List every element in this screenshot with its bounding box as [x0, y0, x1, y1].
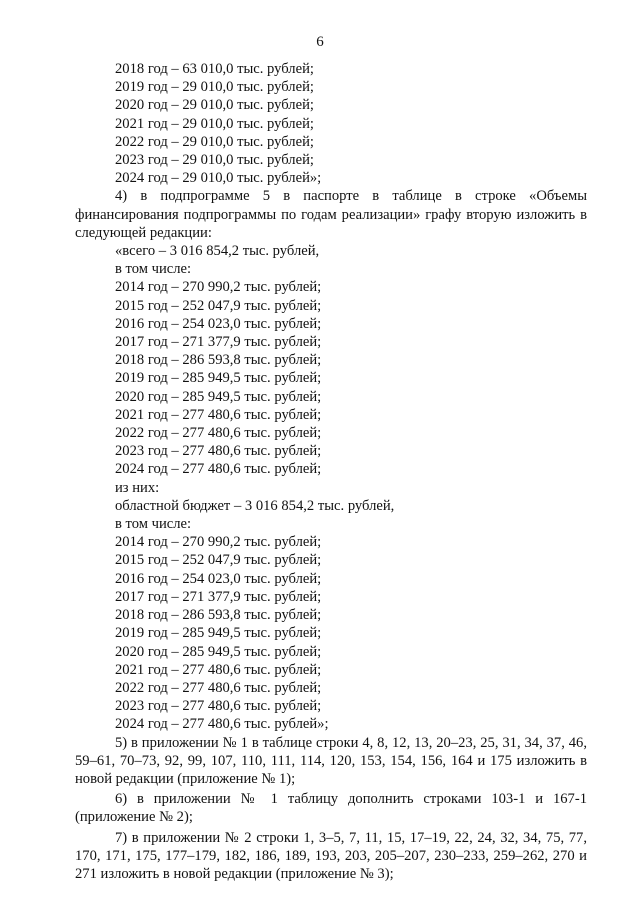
total-line: «всего – 3 016 854,2 тыс. рублей,: [115, 243, 320, 260]
funding-year-line: 2015 год – 252 047,9 тыс. рублей;: [115, 552, 322, 569]
funding-year-line: 2023 год – 29 010,0 тыс. рублей;: [115, 152, 314, 169]
funding-year-line: 2020 год – 285 949,5 тыс. рублей;: [115, 388, 322, 405]
funding-year-line: 2017 год – 271 377,9 тыс. рублей;: [115, 334, 322, 351]
funding-years-list-3: [75, 533, 587, 733]
document-body: [75, 60, 587, 883]
funding-years-list-2: [75, 278, 587, 478]
funding-year-line: 2015 год – 252 047,9 тыс. рублей;: [115, 297, 322, 314]
funding-year-line: 2022 год – 277 480,6 тыс. рублей;: [115, 679, 322, 696]
item-5-paragraph: 5) в приложении № 1 в таблице строки 4, 8, 12, 13, 20–23, 25, 31, 34, 37, 46, 59–61, 70–73, 92, 99, 107, 110, 111, 114, 120, 153, 154, 156, 164 и 175 изложить в новой редакции (приложение № 1);: [75, 734, 587, 787]
funding-year-line: 2022 год – 277 480,6 тыс. рублей;: [115, 425, 322, 442]
funding-year-line: 2014 год – 270 990,2 тыс. рублей;: [115, 279, 322, 296]
funding-year-line: 2023 год – 277 480,6 тыс. рублей;: [115, 698, 322, 715]
item-6-paragraph: 6) в приложении № 1 таблицу дополнить строками 103-1 и 167-1 (приложение № 2);: [75, 791, 587, 826]
including-label-1: в том числе:: [115, 261, 192, 278]
funding-year-line: 2014 год – 270 990,2 тыс. рублей;: [115, 534, 322, 551]
funding-year-line: 2017 год – 271 377,9 тыс. рублей;: [115, 588, 322, 605]
of-them-label: из них:: [115, 479, 160, 496]
funding-year-line: 2024 год – 277 480,6 тыс. рублей»;: [115, 716, 329, 733]
funding-year-line: 2018 год – 63 010,0 тыс. рублей;: [115, 61, 314, 77]
funding-year-line: 2020 год – 29 010,0 тыс. рублей;: [115, 97, 314, 114]
funding-year-line: 2016 год – 254 023,0 тыс. рублей;: [115, 315, 322, 332]
funding-year-line: 2019 год – 285 949,5 тыс. рублей;: [115, 370, 322, 387]
funding-year-line: 2018 год – 286 593,8 тыс. рублей;: [115, 352, 322, 369]
funding-year-line: 2019 год – 285 949,5 тыс. рублей;: [115, 625, 322, 642]
funding-year-line: 2019 год – 29 010,0 тыс. рублей;: [115, 79, 314, 96]
funding-year-line: 2024 год – 29 010,0 тыс. рублей»;: [115, 170, 322, 187]
funding-year-line: 2018 год – 286 593,8 тыс. рублей;: [115, 607, 322, 624]
item-7-paragraph: 7) в приложении № 2 строки 1, 3–5, 7, 11, 15, 17–19, 22, 24, 32, 34, 75, 77, 170, 171, 175, 177–179, 182, 186, 189, 193, 203, 205–207, 230–233, 259–262, 270 и 271 изложить в новой редакции (приложение № 3);: [75, 829, 587, 882]
funding-years-list-1: [75, 60, 587, 187]
item-4-paragraph: 4) в подпрограмме 5 в паспорте в таблице в строке «Объемы финансирования подпрограммы по годам реализации» графу вторую изложить в следующей редакции:: [75, 188, 587, 241]
funding-year-line: 2021 год – 277 480,6 тыс. рублей;: [115, 406, 322, 423]
funding-year-line: 2016 год – 254 023,0 тыс. рублей;: [115, 570, 322, 587]
including-label-2: в том числе:: [115, 516, 192, 533]
funding-year-line: 2021 год – 277 480,6 тыс. рублей;: [115, 661, 322, 678]
regional-budget-line: областной бюджет – 3 016 854,2 тыс. рублей,: [115, 497, 395, 514]
funding-year-line: 2024 год – 277 480,6 тыс. рублей;: [115, 461, 322, 478]
funding-year-line: 2020 год – 285 949,5 тыс. рублей;: [115, 643, 322, 660]
page-number: 6: [316, 34, 324, 50]
funding-year-line: 2021 год – 29 010,0 тыс. рублей;: [115, 115, 314, 132]
funding-year-line: 2023 год – 277 480,6 тыс. рублей;: [115, 443, 322, 460]
funding-year-line: 2022 год – 29 010,0 тыс. рублей;: [115, 133, 314, 150]
